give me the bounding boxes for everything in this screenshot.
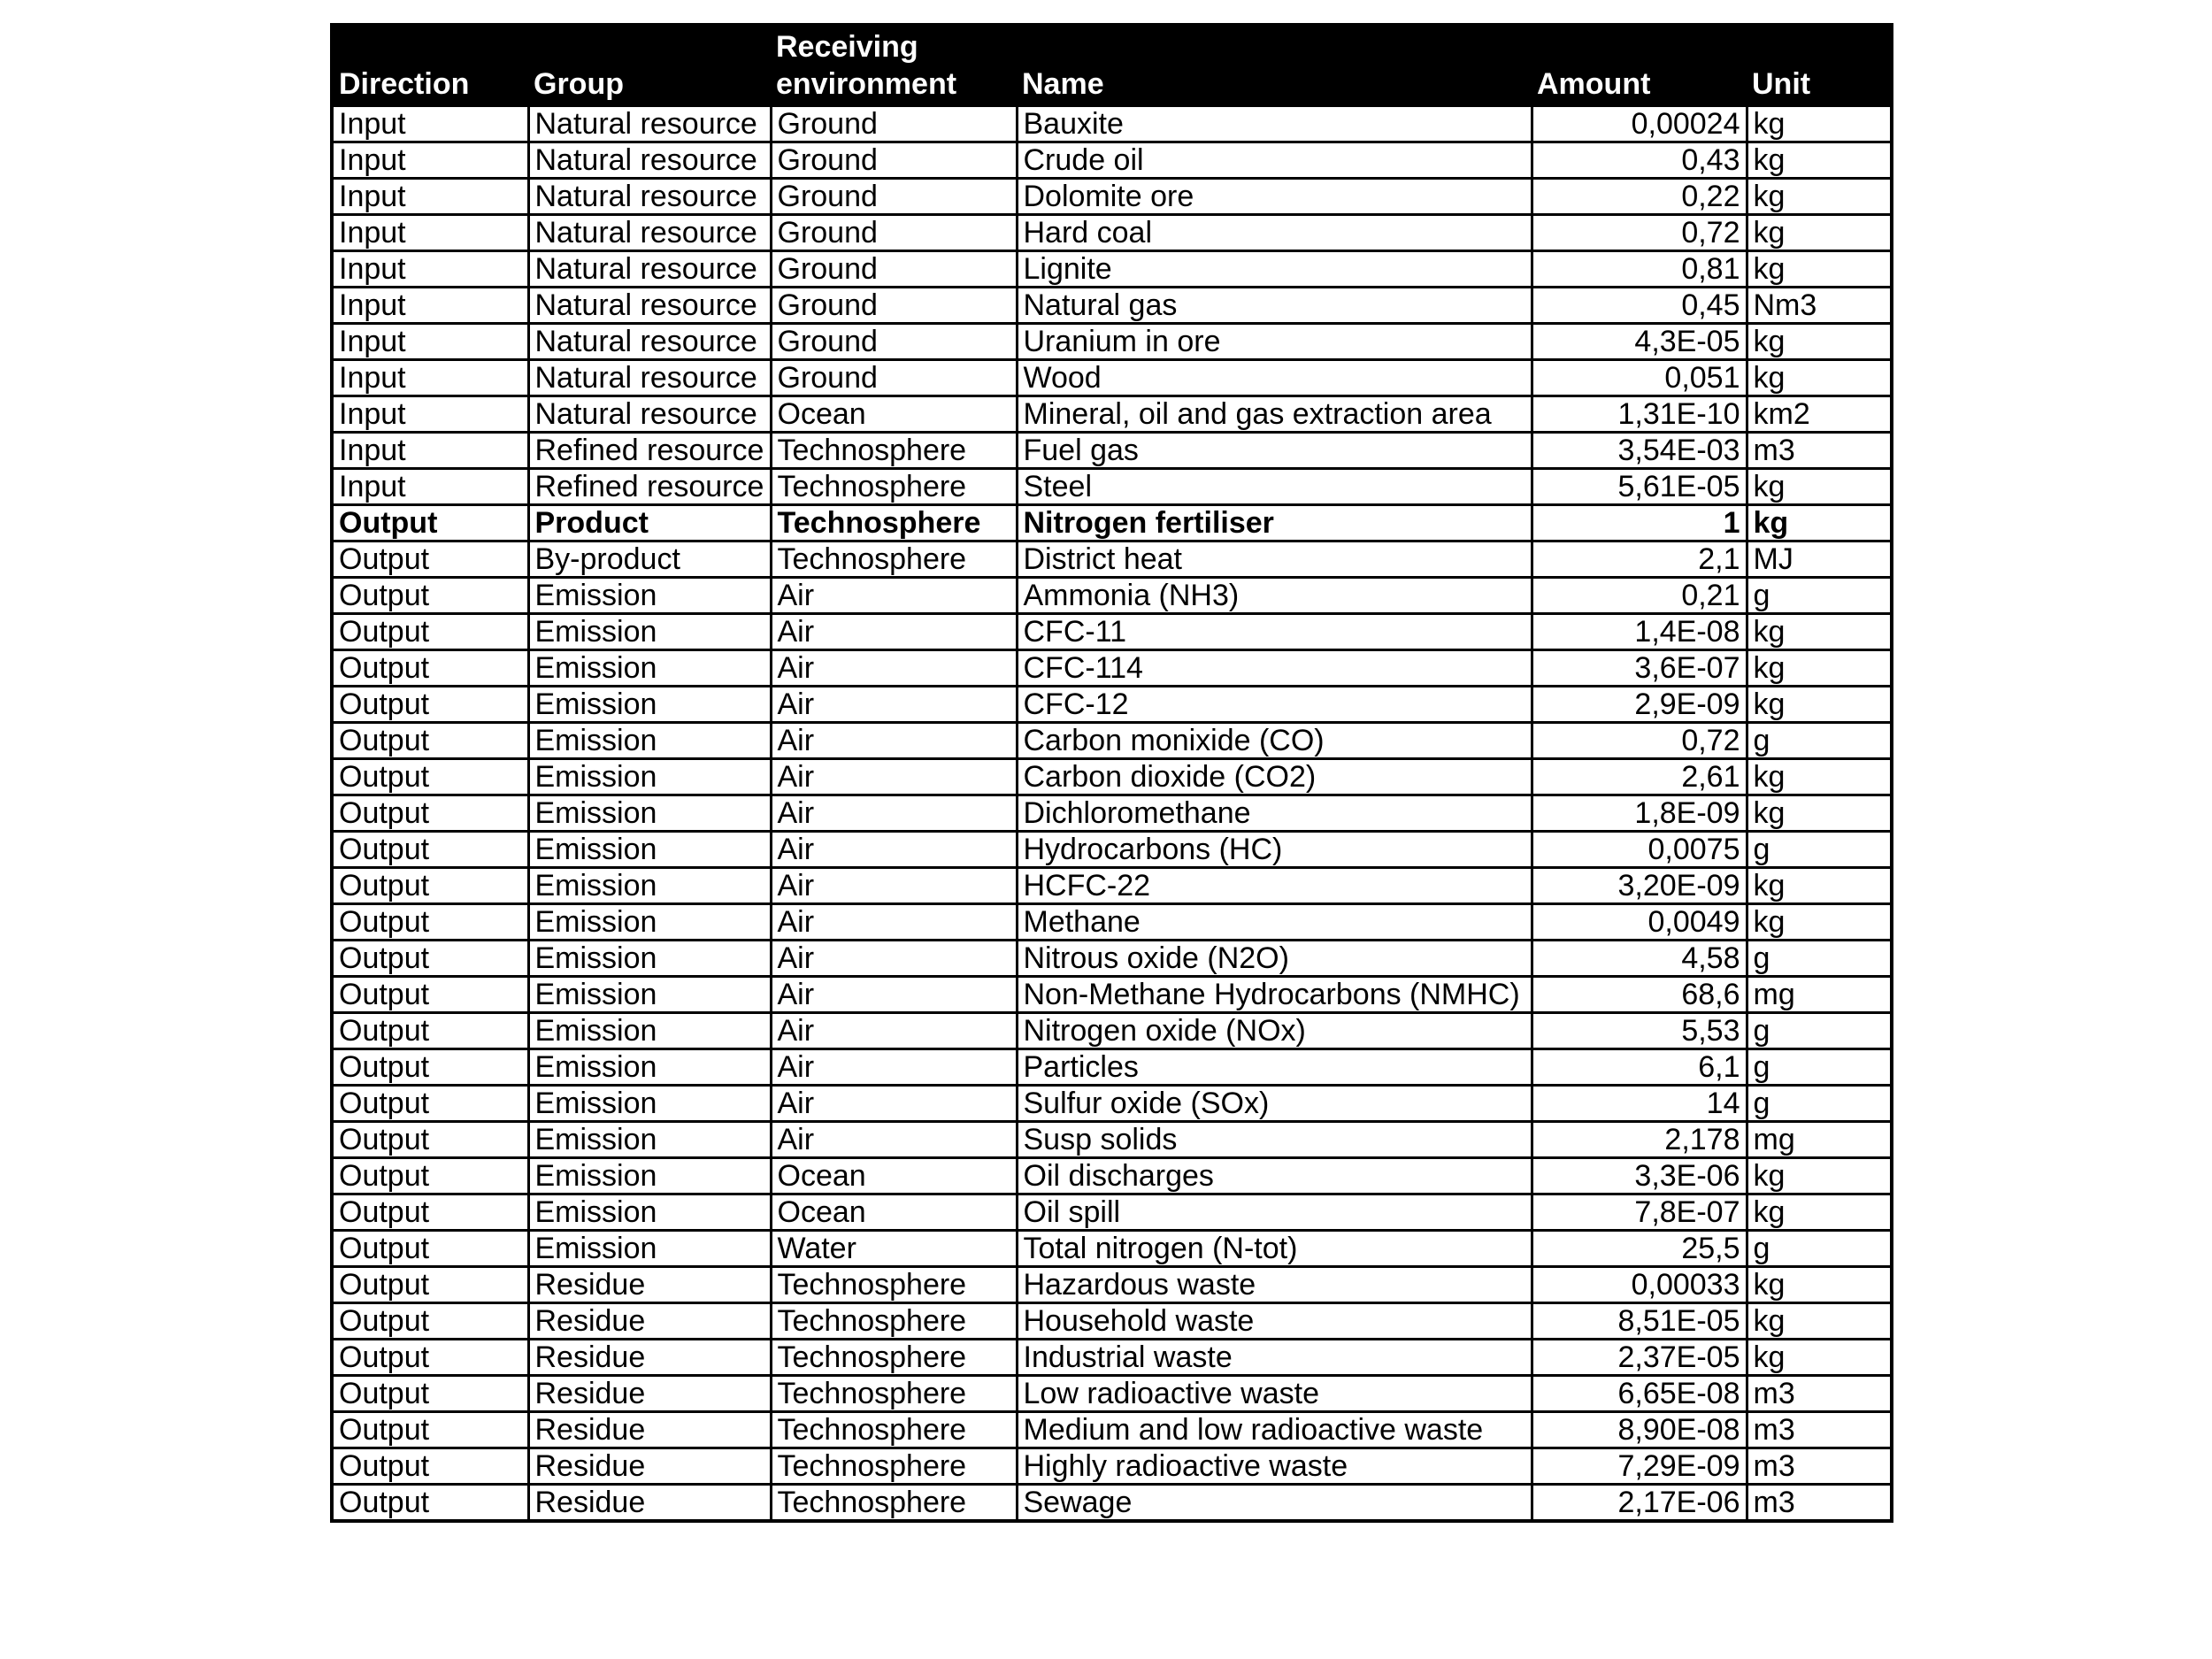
cell-direction: Output [332, 868, 528, 904]
cell-name: Industrial waste [1017, 1340, 1532, 1376]
cell-environment: Ground [771, 106, 1017, 142]
cell-environment: Ground [771, 360, 1017, 396]
cell-unit: Nm3 [1747, 288, 1892, 324]
cell-direction: Output [332, 1267, 528, 1303]
cell-unit: kg [1747, 251, 1892, 288]
cell-group: Emission [528, 795, 771, 832]
cell-amount: 3,54E-03 [1532, 433, 1747, 469]
cell-direction: Output [332, 1158, 528, 1194]
header-amount: Amount [1532, 25, 1747, 106]
cell-direction: Output [332, 904, 528, 941]
cell-environment: Ocean [771, 1158, 1017, 1194]
table-row [332, 1194, 1892, 1231]
cell-name: HCFC-22 [1017, 868, 1532, 904]
cell-unit: kg [1747, 106, 1892, 142]
cell-amount: 0,72 [1532, 215, 1747, 251]
cell-direction: Output [332, 505, 528, 541]
cell-environment: Air [771, 904, 1017, 941]
cell-environment: Technosphere [771, 1376, 1017, 1412]
cell-environment: Air [771, 1049, 1017, 1086]
cell-group: Natural resource [528, 360, 771, 396]
cell-group: Natural resource [528, 324, 771, 360]
cell-name: Crude oil [1017, 142, 1532, 179]
cell-unit: kg [1747, 505, 1892, 541]
cell-amount: 0,22 [1532, 179, 1747, 215]
cell-group: Residue [528, 1412, 771, 1448]
cell-amount: 2,178 [1532, 1122, 1747, 1158]
cell-environment: Technosphere [771, 1485, 1017, 1522]
cell-amount: 6,1 [1532, 1049, 1747, 1086]
cell-group: Emission [528, 1194, 771, 1231]
cell-environment: Air [771, 1086, 1017, 1122]
table-row [332, 1231, 1892, 1267]
cell-group: Residue [528, 1448, 771, 1485]
cell-amount: 2,1 [1532, 541, 1747, 578]
cell-amount: 0,43 [1532, 142, 1747, 179]
cell-amount: 7,29E-09 [1532, 1448, 1747, 1485]
cell-group: Emission [528, 941, 771, 977]
cell-amount: 3,6E-07 [1532, 650, 1747, 687]
cell-group: Residue [528, 1376, 771, 1412]
cell-group: Emission [528, 578, 771, 614]
header-direction: Direction [332, 25, 528, 106]
table-row [332, 1158, 1892, 1194]
cell-group: Natural resource [528, 251, 771, 288]
cell-environment: Ground [771, 324, 1017, 360]
cell-group: By-product [528, 541, 771, 578]
cell-name: Carbon dioxide (CO2) [1017, 759, 1532, 795]
cell-direction: Output [332, 1122, 528, 1158]
cell-unit: m3 [1747, 433, 1892, 469]
cell-group: Emission [528, 1013, 771, 1049]
cell-group: Refined resource [528, 433, 771, 469]
cell-group: Emission [528, 614, 771, 650]
cell-name: Bauxite [1017, 106, 1532, 142]
cell-direction: Input [332, 142, 528, 179]
header-group: Group [528, 25, 771, 106]
table-row [332, 324, 1892, 360]
cell-name: Particles [1017, 1049, 1532, 1086]
cell-direction: Input [332, 324, 528, 360]
cell-direction: Input [332, 179, 528, 215]
cell-environment: Water [771, 1231, 1017, 1267]
cell-unit: kg [1747, 469, 1892, 505]
cell-environment: Technosphere [771, 1412, 1017, 1448]
cell-group: Residue [528, 1340, 771, 1376]
table-row [332, 1086, 1892, 1122]
cell-group: Product [528, 505, 771, 541]
cell-group: Emission [528, 1231, 771, 1267]
table-row [332, 650, 1892, 687]
cell-group: Natural resource [528, 142, 771, 179]
cell-environment: Ground [771, 251, 1017, 288]
cell-direction: Input [332, 106, 528, 142]
cell-unit: kg [1747, 142, 1892, 179]
cell-unit: kg [1747, 759, 1892, 795]
table-row [332, 396, 1892, 433]
cell-amount: 0,21 [1532, 578, 1747, 614]
cell-direction: Output [332, 1485, 528, 1522]
cell-name: Dichloromethane [1017, 795, 1532, 832]
cell-unit: kg [1747, 904, 1892, 941]
cell-amount: 7,8E-07 [1532, 1194, 1747, 1231]
cell-name: Steel [1017, 469, 1532, 505]
table-row [332, 541, 1892, 578]
cell-unit: g [1747, 1049, 1892, 1086]
cell-environment: Technosphere [771, 1448, 1017, 1485]
cell-amount: 0,051 [1532, 360, 1747, 396]
cell-unit: kg [1747, 687, 1892, 723]
cell-amount: 2,37E-05 [1532, 1340, 1747, 1376]
cell-direction: Input [332, 469, 528, 505]
cell-unit: mg [1747, 1122, 1892, 1158]
cell-group: Emission [528, 904, 771, 941]
cell-name: Natural gas [1017, 288, 1532, 324]
cell-unit: MJ [1747, 541, 1892, 578]
cell-direction: Input [332, 360, 528, 396]
cell-amount: 25,5 [1532, 1231, 1747, 1267]
table-row [332, 795, 1892, 832]
table-row [332, 1340, 1892, 1376]
cell-name: Non-Methane Hydrocarbons (NMHC) [1017, 977, 1532, 1013]
cell-name: Methane [1017, 904, 1532, 941]
cell-environment: Technosphere [771, 469, 1017, 505]
cell-group: Emission [528, 1049, 771, 1086]
cell-direction: Output [332, 1049, 528, 1086]
cell-environment: Air [771, 759, 1017, 795]
table-row [332, 469, 1892, 505]
cell-group: Emission [528, 650, 771, 687]
table-row [332, 179, 1892, 215]
cell-name: Susp solids [1017, 1122, 1532, 1158]
table-row [332, 1485, 1892, 1522]
header-receiving-environment: Receiving environment [771, 25, 1017, 106]
table-body [332, 106, 1892, 1522]
cell-group: Residue [528, 1267, 771, 1303]
cell-group: Residue [528, 1303, 771, 1340]
cell-name: Hazardous waste [1017, 1267, 1532, 1303]
table-row [332, 868, 1892, 904]
cell-direction: Output [332, 941, 528, 977]
cell-name: Lignite [1017, 251, 1532, 288]
cell-unit: m3 [1747, 1448, 1892, 1485]
cell-amount: 0,0049 [1532, 904, 1747, 941]
cell-group: Emission [528, 832, 771, 868]
cell-environment: Air [771, 687, 1017, 723]
cell-group: Emission [528, 1122, 771, 1158]
cell-environment: Air [771, 1122, 1017, 1158]
cell-amount: 0,00033 [1532, 1267, 1747, 1303]
cell-environment: Technosphere [771, 1303, 1017, 1340]
cell-direction: Output [332, 1376, 528, 1412]
cell-environment: Technosphere [771, 1340, 1017, 1376]
cell-unit: km2 [1747, 396, 1892, 433]
cell-unit: g [1747, 578, 1892, 614]
cell-group: Natural resource [528, 215, 771, 251]
cell-environment: Air [771, 941, 1017, 977]
cell-group: Emission [528, 723, 771, 759]
cell-unit: kg [1747, 614, 1892, 650]
cell-direction: Output [332, 795, 528, 832]
cell-unit: g [1747, 832, 1892, 868]
cell-name: Mineral, oil and gas extraction area [1017, 396, 1532, 433]
cell-name: Hard coal [1017, 215, 1532, 251]
table-row [332, 687, 1892, 723]
cell-direction: Output [332, 1231, 528, 1267]
cell-direction: Output [332, 1340, 528, 1376]
cell-direction: Output [332, 650, 528, 687]
cell-name: Wood [1017, 360, 1532, 396]
table-row [332, 578, 1892, 614]
cell-group: Residue [528, 1485, 771, 1522]
cell-environment: Air [771, 795, 1017, 832]
table-row [332, 288, 1892, 324]
cell-environment: Technosphere [771, 1267, 1017, 1303]
cell-direction: Output [332, 723, 528, 759]
cell-amount: 14 [1532, 1086, 1747, 1122]
table-row [332, 215, 1892, 251]
cell-name: Hydrocarbons (HC) [1017, 832, 1532, 868]
cell-environment: Air [771, 868, 1017, 904]
cell-unit: kg [1747, 1340, 1892, 1376]
cell-name: Total nitrogen (N-tot) [1017, 1231, 1532, 1267]
cell-name: Carbon monixide (CO) [1017, 723, 1532, 759]
cell-amount: 0,00024 [1532, 106, 1747, 142]
cell-name: Nitrogen fertiliser [1017, 505, 1532, 541]
cell-unit: kg [1747, 1194, 1892, 1231]
cell-unit: g [1747, 1013, 1892, 1049]
cell-unit: kg [1747, 360, 1892, 396]
cell-amount: 3,20E-09 [1532, 868, 1747, 904]
table-row [332, 759, 1892, 795]
cell-environment: Technosphere [771, 505, 1017, 541]
table-row [332, 1303, 1892, 1340]
cell-unit: mg [1747, 977, 1892, 1013]
cell-amount: 0,0075 [1532, 832, 1747, 868]
cell-direction: Output [332, 977, 528, 1013]
cell-amount: 5,61E-05 [1532, 469, 1747, 505]
table-row [332, 832, 1892, 868]
header-row [332, 25, 1892, 106]
cell-amount: 2,17E-06 [1532, 1485, 1747, 1522]
cell-direction: Output [332, 687, 528, 723]
table-row [332, 360, 1892, 396]
cell-environment: Air [771, 614, 1017, 650]
cell-group: Emission [528, 1158, 771, 1194]
cell-amount: 4,58 [1532, 941, 1747, 977]
table-row [332, 251, 1892, 288]
cell-name: Uranium in ore [1017, 324, 1532, 360]
table-row [332, 1122, 1892, 1158]
table-row [332, 614, 1892, 650]
cell-unit: g [1747, 1086, 1892, 1122]
cell-direction: Output [332, 1194, 528, 1231]
cell-direction: Output [332, 1303, 528, 1340]
cell-unit: g [1747, 941, 1892, 977]
cell-amount: 0,72 [1532, 723, 1747, 759]
cell-name: Household waste [1017, 1303, 1532, 1340]
cell-environment: Ocean [771, 1194, 1017, 1231]
cell-unit: kg [1747, 1158, 1892, 1194]
cell-amount: 1 [1532, 505, 1747, 541]
cell-name: Oil spill [1017, 1194, 1532, 1231]
cell-unit: kg [1747, 1267, 1892, 1303]
table-row [332, 723, 1892, 759]
cell-amount: 0,45 [1532, 288, 1747, 324]
table-row [332, 505, 1892, 541]
cell-unit: g [1747, 1231, 1892, 1267]
cell-environment: Ground [771, 215, 1017, 251]
cell-group: Emission [528, 868, 771, 904]
cell-amount: 4,3E-05 [1532, 324, 1747, 360]
cell-name: Highly radioactive waste [1017, 1448, 1532, 1485]
cell-name: District heat [1017, 541, 1532, 578]
cell-amount: 3,3E-06 [1532, 1158, 1747, 1194]
cell-group: Natural resource [528, 288, 771, 324]
cell-amount: 1,4E-08 [1532, 614, 1747, 650]
cell-direction: Output [332, 1086, 528, 1122]
cell-unit: kg [1747, 650, 1892, 687]
table-row [332, 1267, 1892, 1303]
table-row [332, 1412, 1892, 1448]
table-header [332, 25, 1892, 106]
cell-environment: Ground [771, 179, 1017, 215]
table-row [332, 904, 1892, 941]
table-row [332, 433, 1892, 469]
cell-direction: Input [332, 215, 528, 251]
cell-direction: Output [332, 832, 528, 868]
cell-group: Emission [528, 687, 771, 723]
cell-group: Refined resource [528, 469, 771, 505]
table-row [332, 142, 1892, 179]
cell-unit: kg [1747, 179, 1892, 215]
cell-unit: kg [1747, 215, 1892, 251]
cell-amount: 6,65E-08 [1532, 1376, 1747, 1412]
cell-environment: Air [771, 832, 1017, 868]
cell-environment: Technosphere [771, 433, 1017, 469]
cell-direction: Output [332, 1412, 528, 1448]
cell-environment: Air [771, 977, 1017, 1013]
cell-environment: Ground [771, 142, 1017, 179]
cell-direction: Input [332, 396, 528, 433]
cell-name: Oil discharges [1017, 1158, 1532, 1194]
cell-unit: m3 [1747, 1412, 1892, 1448]
cell-name: Medium and low radioactive waste [1017, 1412, 1532, 1448]
cell-environment: Air [771, 723, 1017, 759]
cell-unit: g [1747, 723, 1892, 759]
cell-amount: 2,61 [1532, 759, 1747, 795]
cell-amount: 5,53 [1532, 1013, 1747, 1049]
cell-name: Nitrogen oxide (NOx) [1017, 1013, 1532, 1049]
cell-environment: Air [771, 1013, 1017, 1049]
cell-amount: 0,81 [1532, 251, 1747, 288]
cell-environment: Air [771, 650, 1017, 687]
table-row [332, 1448, 1892, 1485]
cell-group: Natural resource [528, 179, 771, 215]
cell-name: CFC-11 [1017, 614, 1532, 650]
cell-amount: 8,51E-05 [1532, 1303, 1747, 1340]
cell-unit: m3 [1747, 1376, 1892, 1412]
cell-name: Nitrous oxide (N2O) [1017, 941, 1532, 977]
cell-name: Low radioactive waste [1017, 1376, 1532, 1412]
cell-direction: Input [332, 433, 528, 469]
cell-amount: 1,31E-10 [1532, 396, 1747, 433]
table-row [332, 1376, 1892, 1412]
cell-direction: Output [332, 1448, 528, 1485]
cell-environment: Technosphere [771, 541, 1017, 578]
cell-group: Emission [528, 977, 771, 1013]
cell-environment: Air [771, 578, 1017, 614]
cell-name: Dolomite ore [1017, 179, 1532, 215]
cell-name: Sewage [1017, 1485, 1532, 1522]
cell-name: CFC-114 [1017, 650, 1532, 687]
cell-unit: m3 [1747, 1485, 1892, 1522]
cell-direction: Output [332, 1013, 528, 1049]
cell-direction: Output [332, 578, 528, 614]
cell-amount: 68,6 [1532, 977, 1747, 1013]
table-row [332, 1013, 1892, 1049]
table-row [332, 106, 1892, 142]
inventory-table [330, 23, 1893, 1523]
cell-environment: Ground [771, 288, 1017, 324]
cell-name: CFC-12 [1017, 687, 1532, 723]
header-name: Name [1017, 25, 1532, 106]
cell-group: Natural resource [528, 106, 771, 142]
table-row [332, 977, 1892, 1013]
cell-unit: kg [1747, 1303, 1892, 1340]
cell-direction: Input [332, 288, 528, 324]
cell-name: Ammonia (NH3) [1017, 578, 1532, 614]
cell-direction: Output [332, 614, 528, 650]
cell-direction: Input [332, 251, 528, 288]
cell-name: Sulfur oxide (SOx) [1017, 1086, 1532, 1122]
header-unit: Unit [1747, 25, 1892, 106]
cell-unit: kg [1747, 868, 1892, 904]
cell-environment: Ocean [771, 396, 1017, 433]
cell-direction: Output [332, 541, 528, 578]
cell-group: Emission [528, 1086, 771, 1122]
cell-unit: kg [1747, 795, 1892, 832]
cell-amount: 8,90E-08 [1532, 1412, 1747, 1448]
cell-group: Emission [528, 759, 771, 795]
cell-name: Fuel gas [1017, 433, 1532, 469]
cell-direction: Output [332, 759, 528, 795]
cell-amount: 1,8E-09 [1532, 795, 1747, 832]
table-row [332, 1049, 1892, 1086]
cell-amount: 2,9E-09 [1532, 687, 1747, 723]
table-row [332, 941, 1892, 977]
cell-unit: kg [1747, 324, 1892, 360]
cell-group: Natural resource [528, 396, 771, 433]
